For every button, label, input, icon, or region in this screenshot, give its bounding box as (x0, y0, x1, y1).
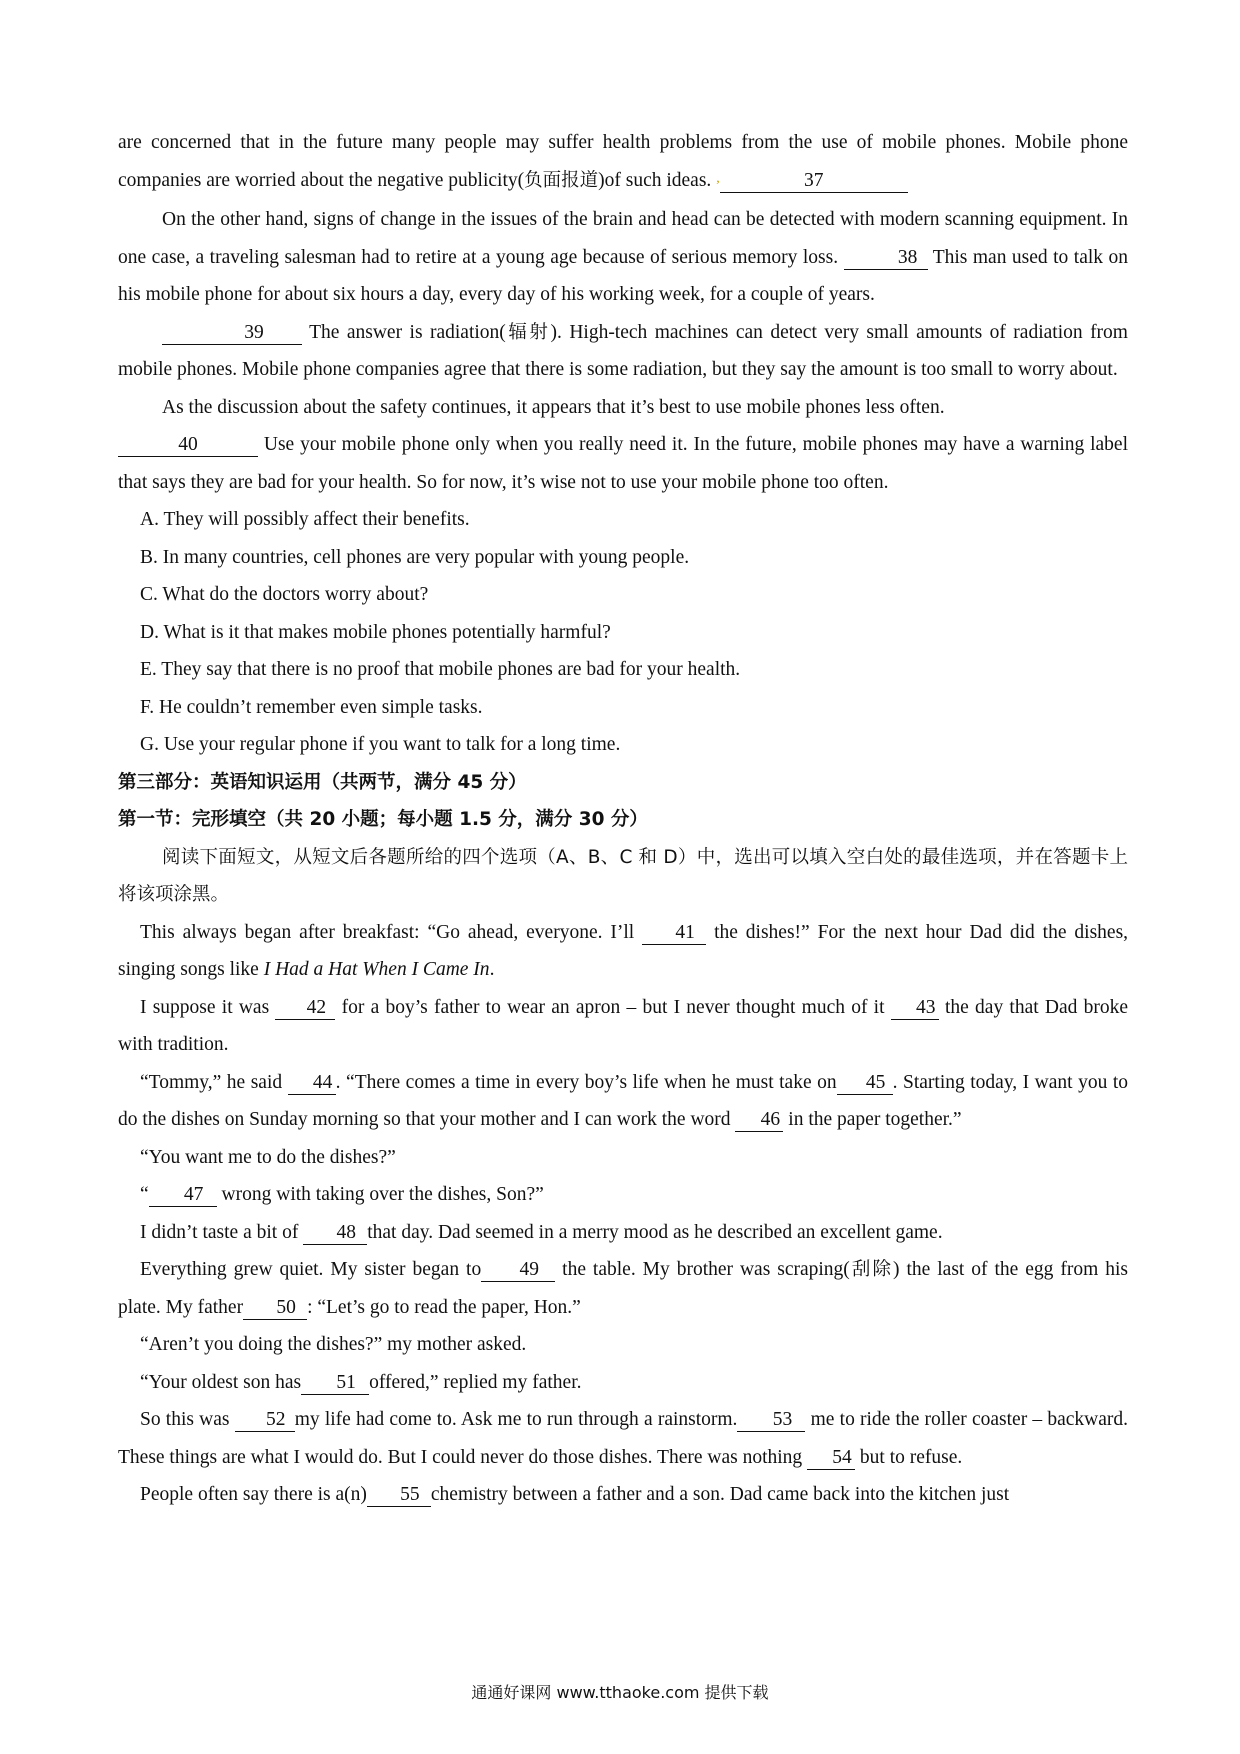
instructions: 阅读下面短文，从短文后各题所给的四个选项（A、B、C 和 D）中，选出可以填入空白处的最佳选项，并在答题卡上将该项涂黑。 (118, 846, 1128, 905)
paragraph-2 (118, 201, 1128, 314)
text: the table. My brother was scraping( (562, 1259, 850, 1280)
options-list (118, 501, 1128, 764)
section1-heading: 第一节：完形填空（共 20 小题；每小题 1.5 分，满分 30 分） (118, 809, 648, 830)
chinese-gloss: 刮除 (849, 1259, 894, 1280)
text: the dishes!” For the next hour Dad did the dishes, singing songs like (118, 921, 1129, 980)
text: )of such ideas. (598, 169, 712, 191)
cloze-paragraph-11 (118, 1476, 1128, 1514)
text: the day that Dad broke with tradition. (118, 996, 1129, 1055)
text: . Starting today, I want you to do the dishes on Sunday morning so that your mother and I can work the word (118, 1071, 1129, 1130)
blank-37: 37 (720, 170, 908, 193)
paragraph-4 (118, 389, 1128, 427)
blank-42: 42 (275, 997, 335, 1020)
blank-43: 43 (891, 997, 939, 1020)
chinese-gloss: 辐射 (505, 321, 551, 343)
blank-55: 55 (367, 1484, 431, 1507)
text: that day. Dad seemed in a merry mood as he described an excellent game. (367, 1221, 943, 1243)
cloze-paragraph-3 (118, 1064, 1128, 1139)
blank-53: 53 (737, 1409, 805, 1432)
option-c: C. What do the doctors worry about? (140, 584, 429, 605)
pen-mark-icon: , (716, 170, 720, 186)
text: So this was (140, 1409, 230, 1430)
text: I suppose it was (140, 996, 270, 1018)
option-a: A. They will possibly affect their benefits. (140, 509, 470, 530)
blank-45: 45 (837, 1072, 893, 1095)
text: for a boy’s father to wear an apron – but I never thought much of it (341, 996, 885, 1018)
option-d: D. What is it that makes mobile phones potentially harmful? (140, 621, 611, 643)
cloze-paragraph-1 (118, 914, 1128, 989)
text: I didn’t taste a bit of (140, 1221, 299, 1243)
blank-49: 49 (481, 1259, 555, 1282)
text: “Your oldest son has (140, 1371, 302, 1393)
text: “Tommy,” he said (140, 1071, 283, 1093)
text: wrong with taking over the dishes, Son?” (221, 1184, 544, 1205)
option-g: G. Use your regular phone if you want to talk for a long time. (140, 734, 621, 755)
page-footer: 通通好课网 www.tthaoke.com 提供下载 (471, 1683, 769, 1702)
cloze-paragraph-6 (118, 1214, 1128, 1252)
option-f: F. He couldn’t remember even simple tasks. (140, 696, 483, 718)
blank-54: 54 (807, 1447, 855, 1470)
text: People often say there is a(n) (140, 1484, 367, 1505)
text: but to refuse. (859, 1446, 963, 1468)
text: me to ride the roller coaster – backward. These things are what I would do. But I could never do those dishes. There was nothing (118, 1409, 1128, 1468)
text: This always began after breakfast: “Go ahead, everyone. I’ll (140, 921, 635, 943)
cloze-paragraph-9 (118, 1364, 1128, 1402)
blank-48: 48 (303, 1222, 367, 1245)
blank-39: 39 (162, 322, 302, 345)
cloze-paragraph-7 (118, 1251, 1128, 1326)
blank-41: 41 (642, 922, 706, 945)
blank-44: 44 (288, 1072, 336, 1095)
cloze-paragraph-10 (118, 1401, 1128, 1476)
part3-heading: 第三部分：英语知识运用（共两节，满分 45 分） (118, 771, 527, 793)
blank-40: 40 (118, 434, 258, 457)
text: : “Let’s go to read the paper, Hon.” (307, 1296, 581, 1318)
text: ). High-tech machines can detect very small amounts of radiation from mobile phones. Mobile phone companies agree that there is some radiation, but they say the amount is too small to worry about. (118, 321, 1128, 380)
cloze-paragraph-2 (118, 989, 1128, 1064)
blank-47: 47 (149, 1184, 217, 1207)
text: are concerned that in the future many people may suffer health problems from the use of mobile phones. Mobile phone companies are worried about the negative publicity( (118, 132, 1128, 191)
text: ) the last of the egg from his plate. My father (118, 1259, 1128, 1318)
cloze-paragraph-5 (118, 1176, 1128, 1214)
paragraph-4-cont (118, 426, 1128, 501)
song-title: I Had a Hat When I Came In (263, 959, 490, 980)
paragraph-3 (118, 314, 1128, 389)
text: . “There comes a time in every boy’s life when he must take on (335, 1071, 837, 1093)
text: offered,” replied my father. (369, 1371, 582, 1393)
text: As the discussion about the safety continues, it appears that it’s best to use mobile phones less often. (162, 396, 945, 418)
cloze-paragraph-8: “Aren’t you doing the dishes?” my mother asked. (140, 1334, 527, 1355)
text: On the other hand, signs of change in the issues of the brain and head can be detected with modern scanning equipment. In one case, a traveling salesman had to retire at a young age because of serious memory loss. (118, 209, 1128, 268)
text: . (489, 959, 495, 980)
cloze-paragraph-4: “You want me to do the dishes?” (140, 1146, 396, 1168)
text: Use your mobile phone only when you really need it. In the future, mobile phones may have a warning label that says they are bad for your health. So for now, it’s wise not to use your mobile phone too often. (118, 434, 1129, 493)
blank-46: 46 (735, 1109, 783, 1132)
blank-51: 51 (301, 1372, 369, 1395)
text: Everything grew quiet. My sister began to (140, 1259, 482, 1280)
text: in the paper together.” (788, 1109, 962, 1130)
text: “ (140, 1184, 149, 1205)
blank-38: 38 (844, 247, 928, 270)
text: This man used to talk on his mobile phone for about six hours a day, every day of his working week, for a couple of years. (118, 246, 1129, 305)
blank-52: 52 (235, 1409, 295, 1432)
text: chemistry between a father and a son. Dad came back into the kitchen just (430, 1484, 1010, 1505)
text: my life had come to. Ask me to run through a rainstorm. (294, 1409, 738, 1430)
option-e: E. They say that there is no proof that mobile phones are bad for your health. (140, 659, 741, 680)
text: The answer is radiation( (309, 321, 506, 343)
chinese-gloss: 负面报道 (524, 169, 599, 191)
blank-50: 50 (243, 1297, 307, 1320)
page-content (118, 124, 1128, 1514)
option-b: B. In many countries, cell phones are very popular with young people. (140, 546, 690, 568)
paragraph-1 (118, 124, 1128, 201)
